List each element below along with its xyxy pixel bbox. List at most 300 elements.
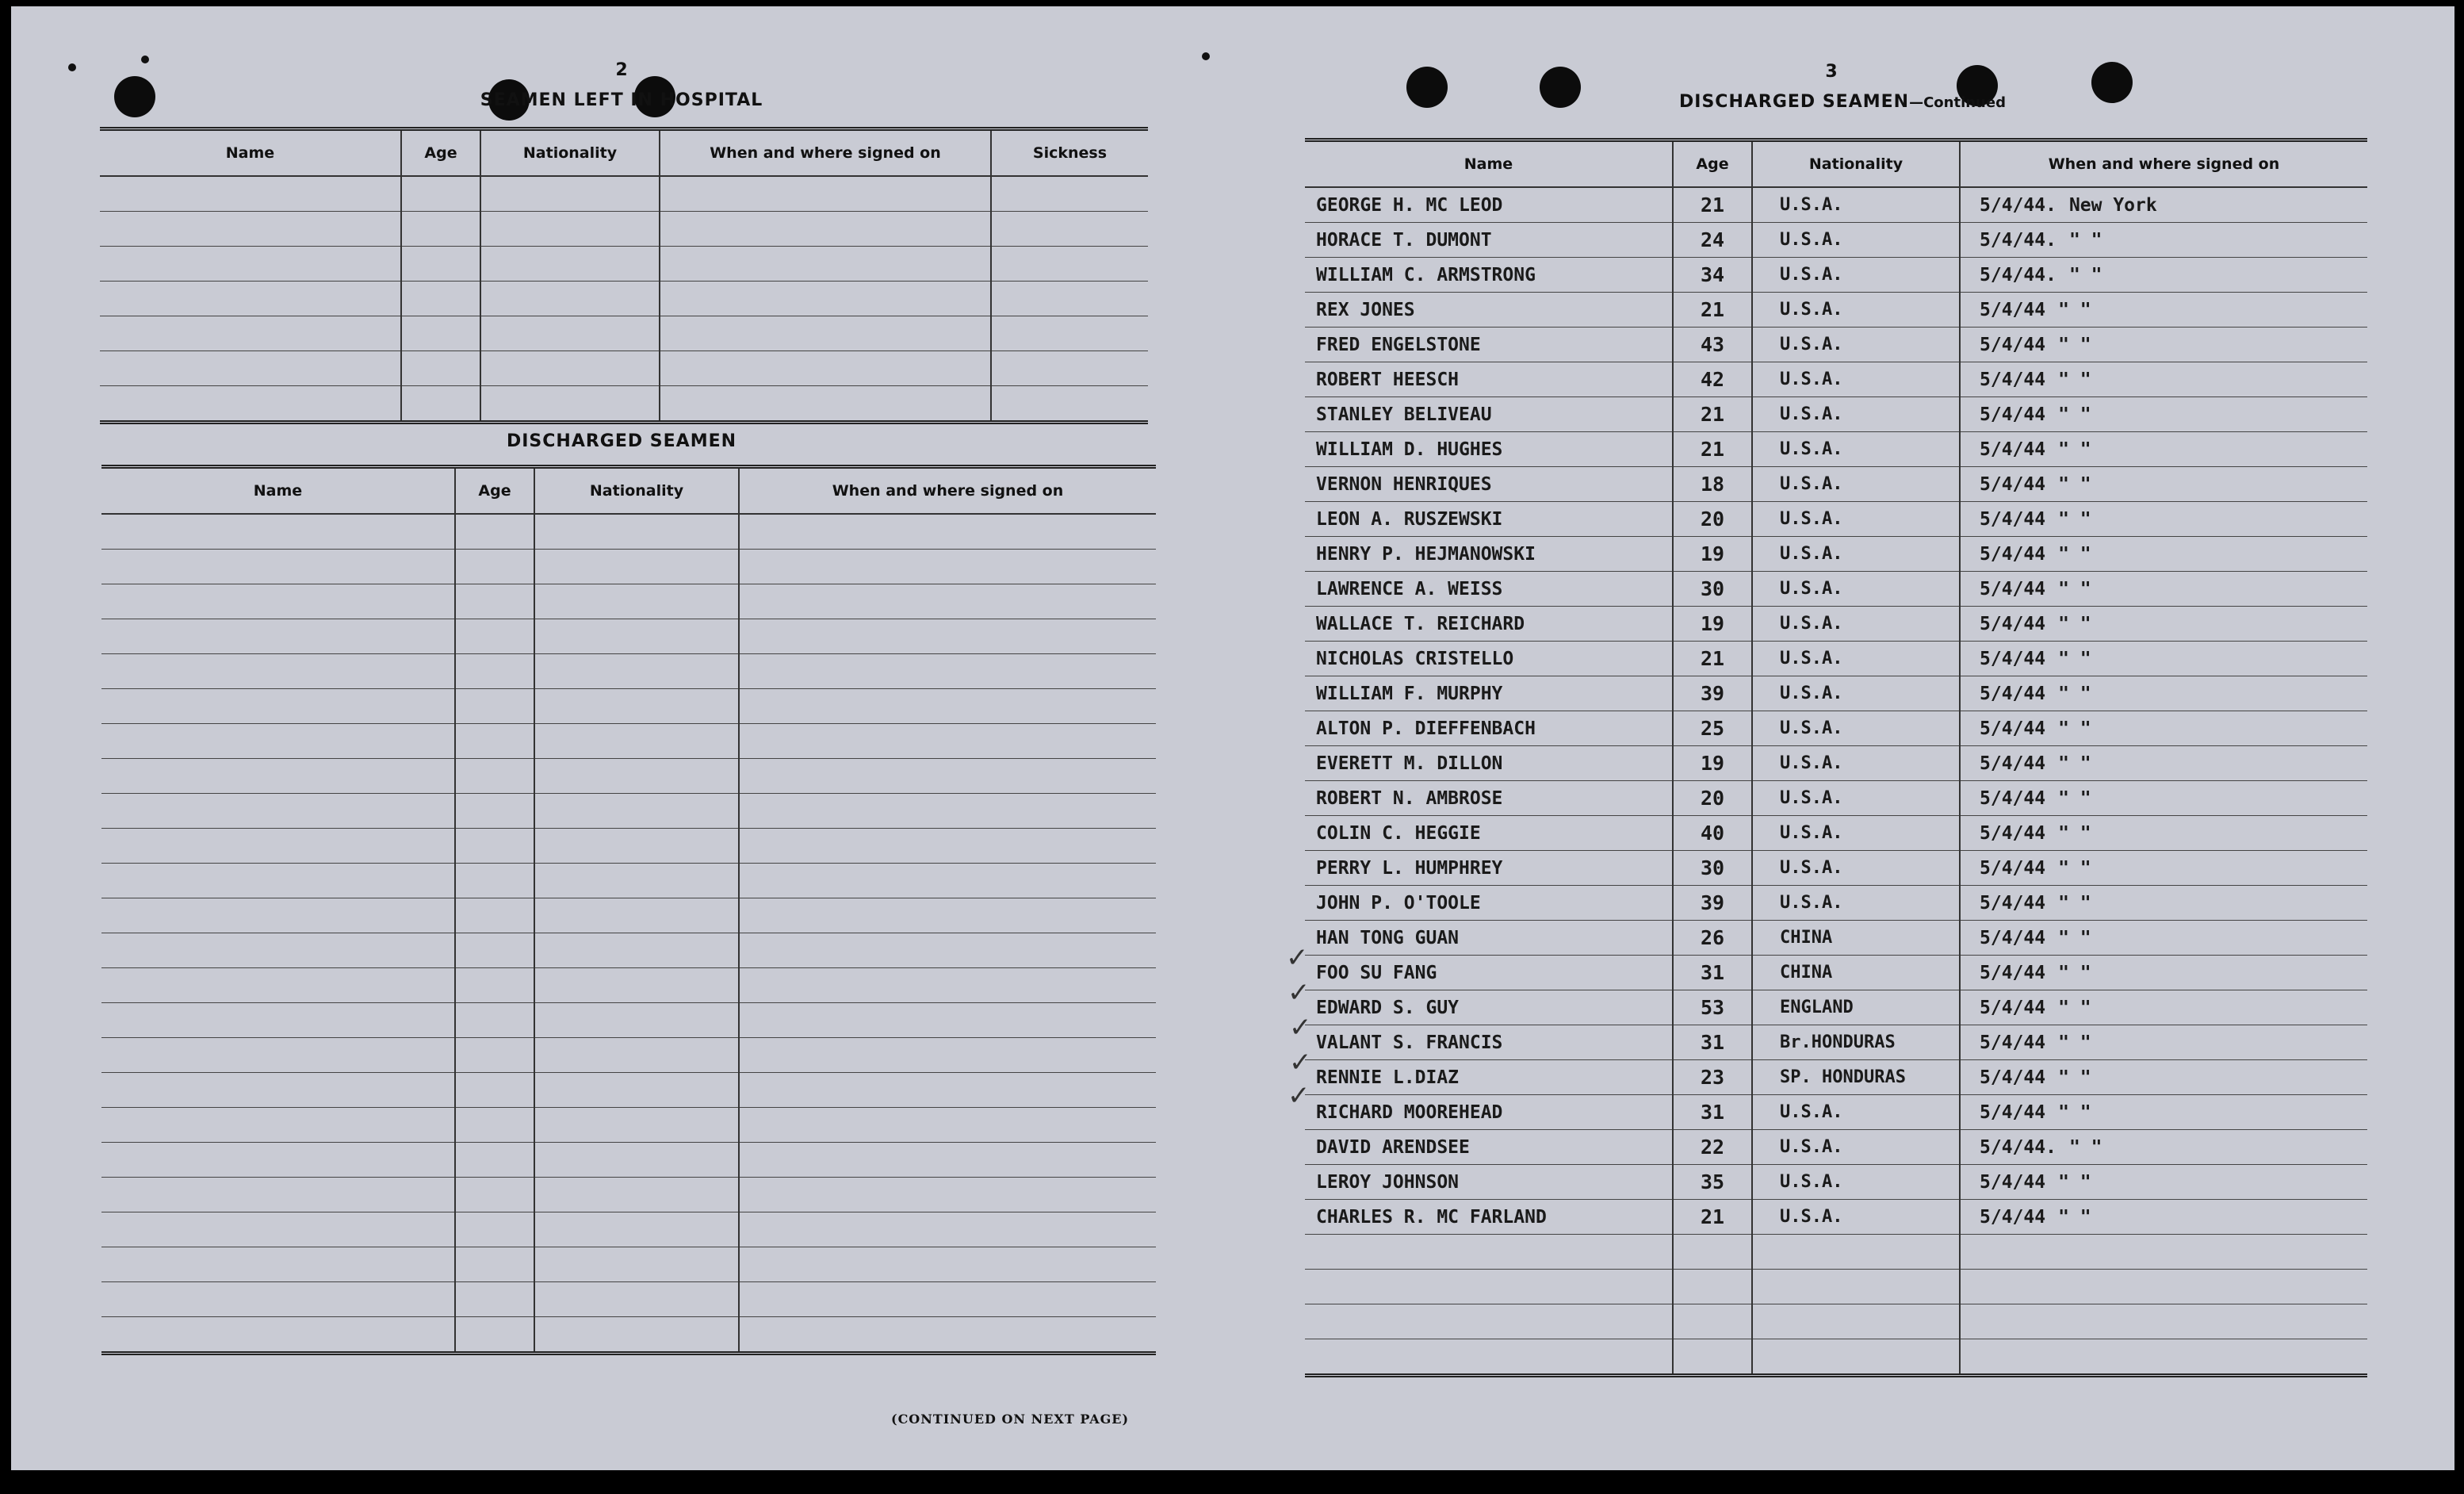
seaman-age: 30 <box>1673 851 1752 886</box>
seaman-nationality: U.S.A. <box>1752 293 1960 328</box>
blank-cell <box>660 386 991 423</box>
seaman-nationality: CHINA <box>1752 921 1960 956</box>
blank-cell <box>534 654 739 689</box>
seaman-signed-on <box>1960 502 2367 537</box>
blank-row <box>101 689 1156 724</box>
signed-on-date: 5/4/44 <box>1980 404 2046 425</box>
seaman-nationality: U.S.A. <box>1752 711 1960 746</box>
signed-on-place: " " <box>2058 439 2091 460</box>
signed-on-date: 5/4/44 <box>1980 334 2046 355</box>
blank-cell <box>101 514 455 550</box>
blank-cell <box>1960 1270 2367 1304</box>
signed-on-date: 5/4/44 <box>1980 822 2046 844</box>
signed-on-place: " " <box>2058 1101 2091 1123</box>
blank-cell <box>991 282 1148 316</box>
seaman-nationality: U.S.A. <box>1752 572 1960 607</box>
seaman-age: 21 <box>1673 432 1752 467</box>
blank-cell <box>534 724 739 759</box>
seaman-nationality: U.S.A. <box>1752 816 1960 851</box>
blank-cell <box>455 1038 534 1073</box>
blank-cell <box>534 794 739 829</box>
blank-cell <box>101 1247 455 1282</box>
seaman-signed-on <box>1960 537 2367 572</box>
blank-cell <box>534 1178 739 1212</box>
blank-cell <box>101 654 455 689</box>
punch-hole <box>2091 62 2133 103</box>
blank-cell <box>100 351 401 386</box>
seaman-age: 20 <box>1673 502 1752 537</box>
signed-on-date: 5/4/44 <box>1980 718 2046 739</box>
signed-on-place: " " <box>2058 613 2091 634</box>
blank-cell <box>991 316 1148 351</box>
seaman-signed-on <box>1960 1165 2367 1200</box>
check-mark-icon: ✓ <box>1287 977 1310 1009</box>
seaman-name: PERRY L. HUMPHREY <box>1305 851 1673 886</box>
signed-on-date: 5/4/44 <box>1980 892 2046 914</box>
seaman-signed-on <box>1960 467 2367 502</box>
seaman-nationality: U.S.A. <box>1752 467 1960 502</box>
blank-cell <box>739 724 1156 759</box>
table-row <box>1305 362 2367 397</box>
blank-cell <box>480 351 660 386</box>
blank-cell <box>991 212 1148 247</box>
seaman-name: COLIN C. HEGGIE <box>1305 816 1673 851</box>
blank-cell <box>739 968 1156 1003</box>
seaman-name: RENNIE L.DIAZ <box>1305 1060 1673 1095</box>
blank-cell <box>1752 1235 1960 1270</box>
signed-on-date: 5/4/44 <box>1980 857 2046 879</box>
seaman-name: ALTON P. DIEFFENBACH <box>1305 711 1673 746</box>
blank-cell <box>1752 1270 1960 1304</box>
table-row <box>1305 1095 2367 1130</box>
title-suffix: —Continued <box>1909 94 2006 111</box>
blank-cell <box>739 1247 1156 1282</box>
seaman-age: 34 <box>1673 258 1752 293</box>
signed-on-place: " " <box>2058 369 2091 390</box>
blank-cell <box>101 1212 455 1247</box>
blank-cell <box>739 619 1156 654</box>
signed-on-place: " " <box>2058 753 2091 774</box>
crew-list-sheet <box>11 6 2454 1470</box>
blank-cell <box>534 864 739 898</box>
seaman-name: RICHARD MOOREHEAD <box>1305 1095 1673 1130</box>
blank-cell <box>455 1212 534 1247</box>
signed-on-place: " " <box>2058 1206 2091 1228</box>
signed-on-place: " " <box>2058 578 2091 600</box>
blank-row <box>100 282 1148 316</box>
blank-cell <box>101 794 455 829</box>
signed-on-place: " " <box>2058 683 2091 704</box>
blank-cell <box>991 351 1148 386</box>
seaman-name: LEROY JOHNSON <box>1305 1165 1673 1200</box>
seaman-name: GEORGE H. MC LEOD <box>1305 187 1673 223</box>
blank-cell <box>401 282 480 316</box>
blank-cell <box>991 386 1148 423</box>
signed-on-date: 5/4/44 <box>1980 508 2046 530</box>
blank-row <box>100 351 1148 386</box>
blank-cell <box>739 689 1156 724</box>
blank-cell <box>101 550 455 584</box>
signed-on-place: " " <box>2058 1067 2091 1088</box>
blank-cell <box>534 1247 739 1282</box>
seaman-name: LEON A. RUSZEWSKI <box>1305 502 1673 537</box>
speck <box>141 56 149 63</box>
seaman-nationality: U.S.A. <box>1752 1130 1960 1165</box>
seaman-nationality: Br.HONDURAS <box>1752 1025 1960 1060</box>
signed-on-date: 5/4/44. <box>1980 1136 2057 1158</box>
seaman-nationality: U.S.A. <box>1752 328 1960 362</box>
blank-cell <box>401 212 480 247</box>
signed-on-date: 5/4/44 <box>1980 369 2046 390</box>
blank-cell <box>480 386 660 423</box>
seaman-name: LAWRENCE A. WEISS <box>1305 572 1673 607</box>
page-right <box>1224 6 2454 1470</box>
hospital-section-title: SEAMEN LEFT IN HOSPITAL <box>480 90 763 110</box>
table-row <box>1305 607 2367 642</box>
seaman-nationality: U.S.A. <box>1752 746 1960 781</box>
table-row <box>1305 328 2367 362</box>
table-row <box>1305 990 2367 1025</box>
table-row <box>1305 502 2367 537</box>
blank-cell <box>100 282 401 316</box>
seaman-signed-on <box>1960 328 2367 362</box>
blank-cell <box>534 829 739 864</box>
blank-cell <box>739 933 1156 968</box>
blank-cell <box>455 794 534 829</box>
blank-cell <box>101 968 455 1003</box>
blank-row <box>100 176 1148 212</box>
blank-cell <box>401 351 480 386</box>
signed-on-place: " " <box>2058 787 2091 809</box>
col-signed-on-header: When and where signed on <box>739 467 1156 515</box>
blank-cell <box>739 1038 1156 1073</box>
signed-on-date: 5/4/44 <box>1980 1032 2046 1053</box>
blank-row <box>1305 1304 2367 1339</box>
blank-cell <box>101 1178 455 1212</box>
blank-row <box>101 619 1156 654</box>
discharged-table-left <box>101 465 1156 1355</box>
signed-on-place: " " <box>2058 1171 2091 1193</box>
blank-row <box>101 1212 1156 1247</box>
blank-cell <box>101 584 455 619</box>
blank-cell <box>739 1003 1156 1038</box>
blank-cell <box>534 1073 739 1108</box>
page-number: 2 <box>615 60 628 80</box>
table-row <box>1305 781 2367 816</box>
blank-cell <box>101 1038 455 1073</box>
seaman-name: HAN TONG GUAN <box>1305 921 1673 956</box>
seaman-age: 35 <box>1673 1165 1752 1200</box>
blank-cell <box>455 1317 534 1354</box>
seaman-age: 21 <box>1673 187 1752 223</box>
blank-cell <box>455 968 534 1003</box>
blank-cell <box>101 724 455 759</box>
blank-cell <box>534 1003 739 1038</box>
punch-hole <box>114 76 155 117</box>
signed-on-date: 5/4/44. <box>1980 229 2057 251</box>
signed-on-date: 5/4/44 <box>1980 962 2046 983</box>
seaman-name: WILLIAM D. HUGHES <box>1305 432 1673 467</box>
signed-on-date: 5/4/44 <box>1980 578 2046 600</box>
signed-on-date: 5/4/44 <box>1980 439 2046 460</box>
col-age-header: Age <box>455 467 534 515</box>
seaman-name: STANLEY BELIVEAU <box>1305 397 1673 432</box>
blank-row <box>101 864 1156 898</box>
signed-on-place: " " <box>2058 1032 2091 1053</box>
signed-on-place: " " <box>2058 543 2091 565</box>
blank-cell <box>991 176 1148 212</box>
col-signed-on-header: When and where signed on <box>660 129 991 177</box>
blank-cell <box>534 898 739 933</box>
blank-cell <box>739 759 1156 794</box>
blank-cell <box>100 212 401 247</box>
blank-cell <box>401 386 480 423</box>
seaman-name: HORACE T. DUMONT <box>1305 223 1673 258</box>
table-row <box>1305 676 2367 711</box>
blank-row <box>101 1108 1156 1143</box>
blank-row <box>101 584 1156 619</box>
blank-cell <box>739 1282 1156 1317</box>
seaman-signed-on <box>1960 223 2367 258</box>
seaman-signed-on <box>1960 851 2367 886</box>
blank-cell <box>455 654 534 689</box>
seaman-nationality: U.S.A. <box>1752 362 1960 397</box>
seaman-age: 19 <box>1673 607 1752 642</box>
seaman-age: 30 <box>1673 572 1752 607</box>
blank-cell <box>660 316 991 351</box>
seaman-signed-on <box>1960 676 2367 711</box>
blank-row <box>100 212 1148 247</box>
table-row <box>1305 921 2367 956</box>
blank-cell <box>101 1108 455 1143</box>
blank-row <box>101 794 1156 829</box>
signed-on-place: " " <box>2058 299 2091 320</box>
blank-cell <box>534 1108 739 1143</box>
table-row <box>1305 187 2367 223</box>
seaman-age: 23 <box>1673 1060 1752 1095</box>
blank-cell <box>660 212 991 247</box>
table-row <box>1305 432 2367 467</box>
table-row <box>1305 956 2367 990</box>
hospital-header-row <box>100 129 1148 177</box>
page-number: 3 <box>1825 62 1838 82</box>
blank-cell <box>534 584 739 619</box>
blank-cell <box>455 689 534 724</box>
blank-cell <box>455 1247 534 1282</box>
table-row <box>1305 711 2367 746</box>
seaman-age: 21 <box>1673 1200 1752 1235</box>
seaman-signed-on <box>1960 1200 2367 1235</box>
blank-row <box>101 898 1156 933</box>
seaman-signed-on <box>1960 816 2367 851</box>
seaman-nationality: ENGLAND <box>1752 990 1960 1025</box>
blank-row <box>101 550 1156 584</box>
seaman-age: 19 <box>1673 746 1752 781</box>
seaman-age: 42 <box>1673 362 1752 397</box>
blank-cell <box>1673 1270 1752 1304</box>
blank-cell <box>101 829 455 864</box>
blank-row <box>101 968 1156 1003</box>
seaman-name: NICHOLAS CRISTELLO <box>1305 642 1673 676</box>
col-age-header: Age <box>401 129 480 177</box>
seaman-age: 24 <box>1673 223 1752 258</box>
signed-on-place: " " <box>2068 264 2102 285</box>
blank-cell <box>660 351 991 386</box>
signed-on-place: " " <box>2058 648 2091 669</box>
table-row <box>1305 258 2367 293</box>
seaman-age: 25 <box>1673 711 1752 746</box>
seaman-name: FOO SU FANG <box>1305 956 1673 990</box>
seaman-name: WILLIAM F. MURPHY <box>1305 676 1673 711</box>
blank-cell <box>1752 1304 1960 1339</box>
seaman-age: 39 <box>1673 886 1752 921</box>
blank-cell <box>1960 1304 2367 1339</box>
signed-on-date: 5/4/44 <box>1980 1067 2046 1088</box>
speck <box>1202 52 1210 60</box>
seaman-signed-on <box>1960 1025 2367 1060</box>
seaman-age: 20 <box>1673 781 1752 816</box>
blank-cell <box>739 654 1156 689</box>
blank-cell <box>1673 1235 1752 1270</box>
seaman-nationality: U.S.A. <box>1752 676 1960 711</box>
blank-cell <box>100 386 401 423</box>
blank-cell <box>1305 1235 1673 1270</box>
seaman-signed-on <box>1960 781 2367 816</box>
signed-on-place: " " <box>2058 892 2091 914</box>
blank-cell <box>1305 1270 1673 1304</box>
blank-cell <box>739 1212 1156 1247</box>
blank-row <box>101 933 1156 968</box>
blank-cell <box>660 247 991 282</box>
table-row <box>1305 397 2367 432</box>
seaman-nationality: U.S.A. <box>1752 223 1960 258</box>
signed-on-date: 5/4/44 <box>1980 1171 2046 1193</box>
blank-row <box>101 514 1156 550</box>
seaman-age: 18 <box>1673 467 1752 502</box>
table-row <box>1305 886 2367 921</box>
seaman-nationality: U.S.A. <box>1752 432 1960 467</box>
blank-cell <box>1960 1235 2367 1270</box>
blank-cell <box>401 176 480 212</box>
page-left <box>11 6 1184 1470</box>
seaman-name: ROBERT N. AMBROSE <box>1305 781 1673 816</box>
blank-cell <box>480 176 660 212</box>
blank-cell <box>455 1282 534 1317</box>
signed-on-place: " " <box>2058 508 2091 530</box>
signed-on-date: 5/4/44 <box>1980 927 2046 948</box>
seaman-name: ROBERT HEESCH <box>1305 362 1673 397</box>
blank-cell <box>534 1038 739 1073</box>
signed-on-date: 5/4/44 <box>1980 683 2046 704</box>
blank-cell <box>455 1073 534 1108</box>
signed-on-date: 5/4/44 <box>1980 543 2046 565</box>
table-row <box>1305 1200 2367 1235</box>
blank-cell <box>534 1317 739 1354</box>
blank-cell <box>101 759 455 794</box>
blank-row <box>101 1317 1156 1354</box>
seaman-nationality: U.S.A. <box>1752 1165 1960 1200</box>
blank-cell <box>455 1003 534 1038</box>
signed-on-place: " " <box>2058 962 2091 983</box>
col-signed-on-header: When and where signed on <box>1960 140 2367 188</box>
table-row <box>1305 572 2367 607</box>
punch-hole <box>1406 67 1448 108</box>
seaman-signed-on <box>1960 921 2367 956</box>
blank-cell <box>1305 1304 1673 1339</box>
signed-on-place: " " <box>2058 997 2091 1018</box>
blank-cell <box>455 584 534 619</box>
blank-cell <box>455 550 534 584</box>
table-row <box>1305 851 2367 886</box>
blank-cell <box>455 898 534 933</box>
blank-cell <box>739 1108 1156 1143</box>
seaman-nationality: U.S.A. <box>1752 886 1960 921</box>
blank-cell <box>101 1317 455 1354</box>
signed-on-place: " " <box>2068 229 2102 251</box>
seaman-name: HENRY P. HEJMANOWSKI <box>1305 537 1673 572</box>
seaman-signed-on <box>1960 572 2367 607</box>
blank-cell <box>480 316 660 351</box>
seaman-age: 53 <box>1673 990 1752 1025</box>
seaman-nationality: U.S.A. <box>1752 258 1960 293</box>
blank-cell <box>534 933 739 968</box>
seaman-name: WALLACE T. REICHARD <box>1305 607 1673 642</box>
table-row <box>1305 223 2367 258</box>
seaman-signed-on <box>1960 746 2367 781</box>
blank-row <box>1305 1235 2367 1270</box>
seaman-name: CHARLES R. MC FARLAND <box>1305 1200 1673 1235</box>
continued-note: (CONTINUED ON NEXT PAGE) <box>891 1412 1130 1427</box>
seaman-age: 26 <box>1673 921 1752 956</box>
seaman-age: 31 <box>1673 1095 1752 1130</box>
blank-cell <box>739 864 1156 898</box>
blank-cell <box>534 689 739 724</box>
blank-cell <box>1960 1339 2367 1376</box>
blank-row <box>1305 1270 2367 1304</box>
seaman-nationality: U.S.A. <box>1752 537 1960 572</box>
blank-cell <box>480 282 660 316</box>
blank-cell <box>101 689 455 724</box>
col-nationality-header: Nationality <box>480 129 660 177</box>
signed-on-date: 5/4/44. <box>1980 194 2057 216</box>
blank-cell <box>1673 1339 1752 1376</box>
signed-on-place: " " <box>2058 473 2091 495</box>
discharged-header-row <box>1305 140 2367 188</box>
seaman-signed-on <box>1960 362 2367 397</box>
signed-on-place: " " <box>2058 718 2091 739</box>
blank-row <box>101 1003 1156 1038</box>
blank-cell <box>401 247 480 282</box>
seaman-nationality: CHINA <box>1752 956 1960 990</box>
seaman-name: REX JONES <box>1305 293 1673 328</box>
seaman-signed-on <box>1960 258 2367 293</box>
seaman-name: FRED ENGELSTONE <box>1305 328 1673 362</box>
signed-on-place: " " <box>2058 857 2091 879</box>
blank-cell <box>455 619 534 654</box>
blank-cell <box>739 1317 1156 1354</box>
seaman-signed-on <box>1960 956 2367 990</box>
blank-row <box>1305 1339 2367 1376</box>
blank-cell <box>534 759 739 794</box>
blank-cell <box>455 933 534 968</box>
blank-cell <box>660 282 991 316</box>
blank-cell <box>534 619 739 654</box>
blank-row <box>100 316 1148 351</box>
blank-row <box>101 1038 1156 1073</box>
blank-row <box>101 654 1156 689</box>
col-nationality-header: Nationality <box>534 467 739 515</box>
blank-cell <box>455 724 534 759</box>
